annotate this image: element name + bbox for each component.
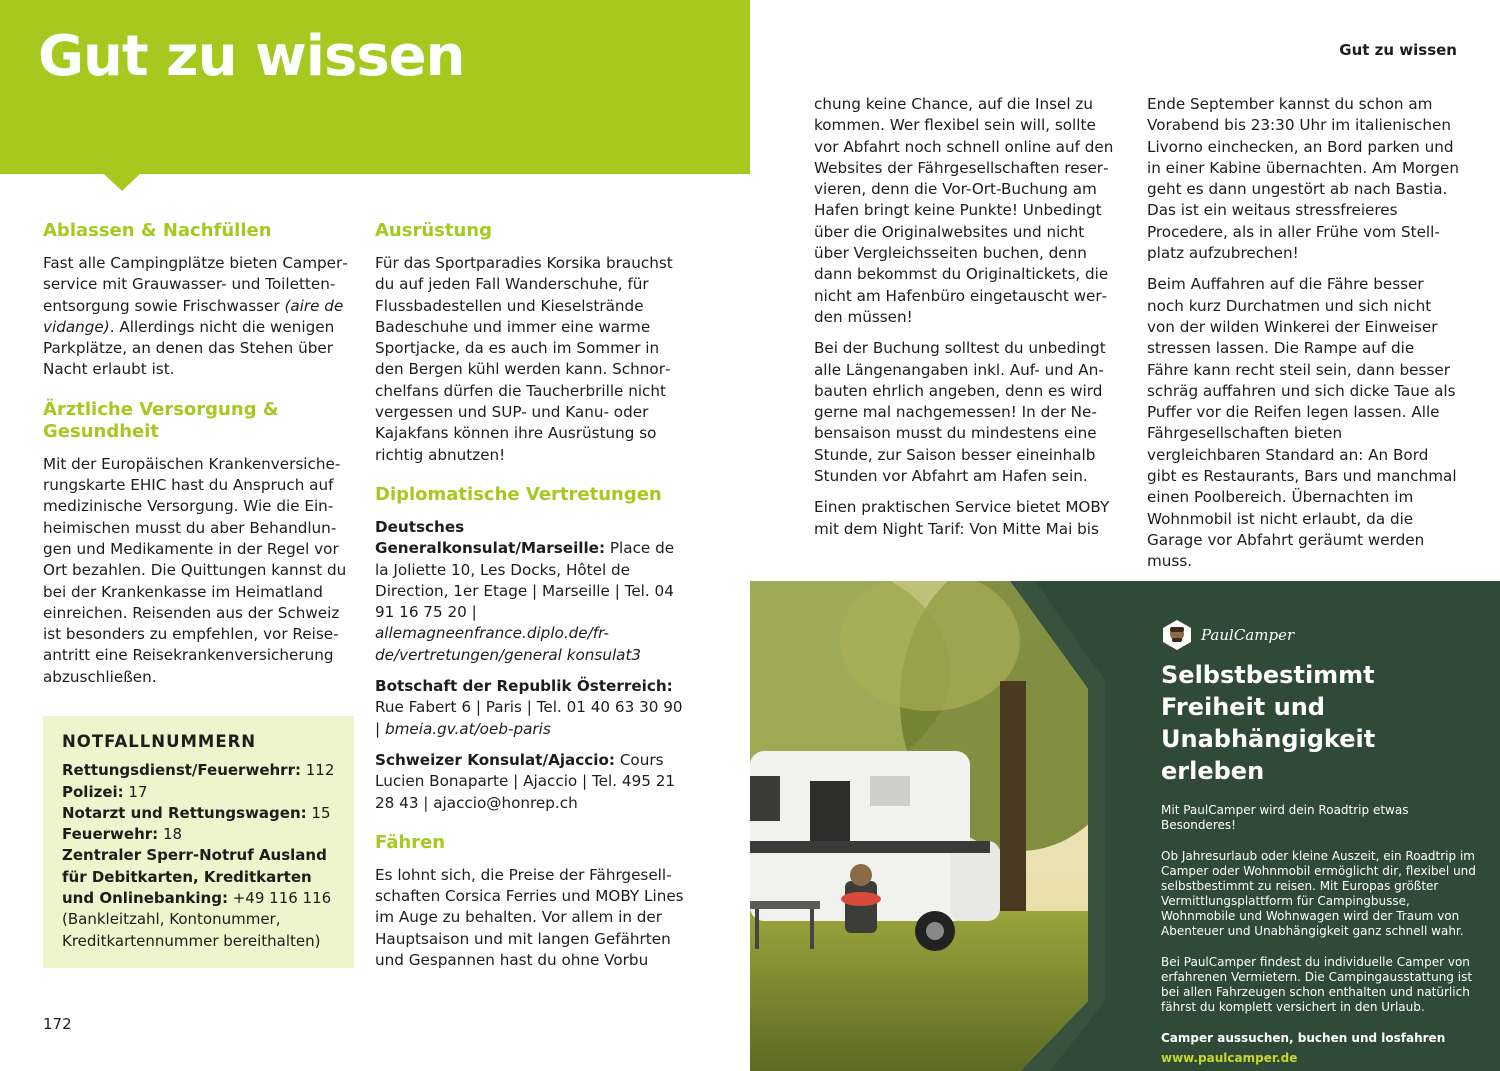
embassy-germany-link[interactable]: allemagneenfrance.diplo.de/fr-de/vertretungen/general konsulat3 (375, 624, 642, 664)
embassy-austria: Botschaft der Republik Österreich: Rue Fabert 6 | Paris | Tel. 01 40 63 30 90 | bmeia.gv.at/oeb-paris (375, 677, 683, 738)
heading-ablassen: Ablassen & Nachfüllen (43, 220, 272, 241)
paragraph-auffahren: Beim Auffahren auf die Fähre besser noch kurz Durchatmen und sich nicht von der wilden Winkerei der Einweiser stressen lassen. Die Rampe auf die Fähre kann recht steil sein, dann besser schräg auffahren und sich dicke Taue als Puffer vor die Reifen legen lassen. Alle Fährgesellschaften bieten vergleichbaren Standard an: An Bord gibt es Restaurants, Bars und manchmal einen Poolbereich. Übernachten im Wohnmobil ist nicht erlaubt, da die Garage vor Abfahrt geräumt werden muss. (1147, 275, 1457, 571)
paragraph-ausruestung: Für das Sportparadies Korsika brauchst du auf jeden Fall Wanderschuhe, für Flussbadestellen und Kieselstrände Badeschuhe und immer eine warme Sportjacke, da es auch im Sommer in den Bergen kühl werden kann. Schnorchelfans dürfen die Taucherbrille nicht vergessen und SUP- und Kanu- oder Kajakfans können ihre Ausrüstung so richtig abnutzen! (375, 254, 673, 464)
header-notch (104, 174, 140, 191)
heading-arzt: Ärztliche Versorgung & Gesundheit (43, 398, 279, 442)
consulate-switzerland: Schweizer Konsulat/Ajaccio: Cours Lucien Bonaparte | Ajaccio | Tel. 495 21 28 43 | ajaccio@honrep.ch (375, 750, 676, 812)
heading-diplo: Diplomatische Vertretungen (375, 483, 662, 505)
column-3 (814, 94, 1122, 550)
paragraph-ablassen: Fast alle Campingplätze bieten Camperservice mit Grauwasser- und Toilettenentsorgung sowie Frischwasser (aire de vidange). Allerdings nicht die wenigen Parkplätze, an denen das Stehen über Nacht erlaubt ist. (43, 254, 348, 379)
emergency-list (62, 760, 336, 952)
ad-tagline: Mit PaulCamper wird dein Roadtrip etwas Besonderes! (1161, 803, 1409, 832)
heading-faehren: Fähren (375, 831, 446, 853)
embassy-germany: Deutsches Generalkonsulat/Marseille: Place de la Joliette 10, Les Docks, Hôtel de Direction, 1er Etage | Marseille | Tel. 04 91 16 75 20 | allemagneenfrance.diplo.de/fr-de/vertretungen/general konsulat3 (375, 517, 675, 664)
page-number: 172 (43, 1015, 72, 1033)
paragraph-arzt: Mit der Europäischen Krankenversicherungskarte EHIC hast du Anspruch auf medizinische Versorgung. Wie die Einheimischen musst du aber Behandlungen und Medikamente in der Regel vor Ort bezahlen. Die Quittungen kannst du bei der Krankenkasse im Heimatland einreichen. Reisenden aus der Schweiz ist besonders zu empfehlen, vor Reiseantritt eine Reisekrankenversicherung abzuschließen. (43, 454, 347, 686)
brand-name: PaulCamper (1201, 626, 1295, 644)
paulcamper-logo-icon (1161, 619, 1193, 651)
emergency-item: Polizei: 17 (62, 782, 148, 801)
ad-cta: Camper aussuchen, buchen und losfahren (1161, 1031, 1446, 1045)
page-title: Gut zu wissen (38, 24, 465, 89)
column-2 (375, 220, 690, 981)
header-band (0, 0, 750, 174)
emergency-item: Rettungsdienst/Feuerwehrr: 112 (62, 761, 335, 780)
heading-ausruestung: Ausrüstung (375, 220, 492, 241)
ad-text (1161, 619, 1481, 1065)
ad-paragraph-1: Ob Jahresurlaub oder kleine Auszeit, ein Roadtrip im Camper oder Wohnmobil ermöglicht dir, flexibel und selbstbestimmt zu reisen. Mit Europas größter Vermittlungsplattform für Campingbusse, Wohnmobile und Wohnwagen wird der Traum von Abenteuer und Unabhängigkeit ganz schnell wahr. (1161, 849, 1476, 938)
paragraph-laengen: Bei der Buchung solltest du unbedingt alle Längenangaben inkl. Auf- und Anbauten ehrlich angeben, denn es wird gerne mal nachgemessen! In der Nebensaison musst du mindestens eine Stunde, zur Saison besser eineinhalb Stunden vor Abfahrt am Hafen sein. (814, 339, 1106, 486)
emergency-item: Notarzt und Rettungswagen: 15 (62, 803, 331, 822)
emergency-box (43, 716, 354, 968)
paragraph-moby: Einen praktischen Service bietet MOBY mit dem Night Tarif: Von Mitte Mai bis (814, 498, 1110, 538)
ad-headline: Selbstbestimmt Freiheit und Unabhängigkeit erleben (1161, 661, 1376, 785)
emergency-title: NOTFALLNUMMERN (62, 732, 257, 751)
paragraph-night-tarif: Ende September kannst du schon am Vorabend bis 23:30 Uhr im italienischen Livorno einchecken, an Bord parken und in einer Kabine übernachten. Am Morgen geht es dann ungestört ab nach Bastia. Das ist ein weitaus stressfreieres Procedere, als in aller Frühe vom Stellplatz aufzubrechen! (1147, 95, 1460, 263)
brand[interactable] (1161, 619, 1481, 651)
embassy-austria-link[interactable]: bmeia.gv.at/oeb-paris (384, 719, 551, 738)
running-head: Gut zu wissen (1339, 41, 1457, 59)
ad-url-link[interactable]: www.paulcamper.de (1161, 1051, 1298, 1065)
ad-paragraph-2: Bei PaulCamper findest du individuelle Camper von erfahrenen Vermietern. Die Campingausstattung ist bei allen Fahrzeugen schon enthalten und natürlich fährst du komplett versichert in den Urlaub. (1161, 955, 1473, 1014)
emergency-item: Zentraler Sperr-Notruf Ausland für Debitkarten, Kreditkarten und Onlinebanking: +49 116 116 (Bankleitzahl, Kontonummer, Kreditkartennummer bereithalten) (62, 846, 332, 950)
paulcamper-ad[interactable] (750, 581, 1500, 1071)
paragraph-faehren: Es lohnt sich, die Preise der Fährgesellschaften Corsica Ferries und MOBY Lines im Auge zu behalten. Vor allem in der Hauptsaison und mit langen Gefährten und Gespannen hast du ohne Vorbu (375, 865, 684, 970)
column-1 (43, 220, 355, 698)
column-4 (1147, 94, 1459, 583)
paragraph-buchung: chung keine Chance, auf die Insel zu kommen. Wer flexibel sein will, sollte vor Abfahrt noch schnell online auf den Websites der Fährgesellschaften reservieren, denn die Vor-Ort-Buchung am Hafen bringt keine Punkte! Unbedingt über die Originalwebsites und nicht über Vergleichsseiten buchen, denn dann bekommst du Originaltickets, die nicht am Hafenbüro eingetauscht werden müssen! (814, 95, 1114, 326)
emergency-item: Feuerwehr: 18 (62, 825, 183, 844)
